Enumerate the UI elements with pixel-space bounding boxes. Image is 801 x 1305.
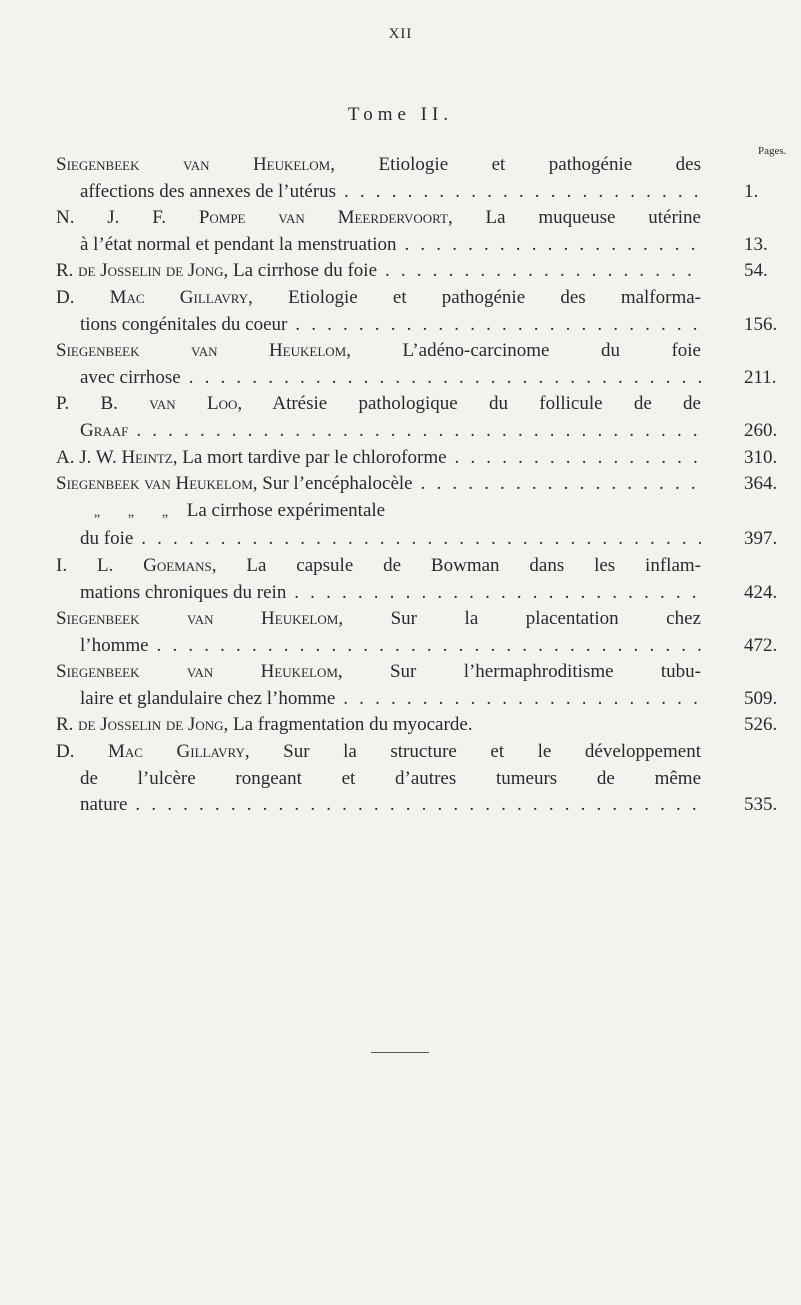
toc-entry-line xyxy=(56,205,701,232)
page-number: 310. xyxy=(744,446,778,468)
page-number: 364. xyxy=(744,473,778,495)
toc-entry xyxy=(56,205,801,258)
toc-entry-line: affections des annexes de l’utérus . . . xyxy=(56,179,701,206)
author-name: A. J. W. Heintz xyxy=(56,446,173,468)
title-text: , La capsule de Bowman dans les inflam- xyxy=(211,554,701,576)
title-text: , Sur la structure et le développement xyxy=(244,741,701,763)
title-text: La cirrhose expérimentale xyxy=(186,499,386,521)
ditto-mark: „ xyxy=(93,504,101,520)
toc-entry-line: Graaf . . . xyxy=(56,418,701,445)
table-of-contents xyxy=(56,152,801,819)
toc-entry xyxy=(56,471,801,498)
author-name: I. L. Goemans xyxy=(56,554,212,576)
toc-entry xyxy=(56,391,801,444)
toc-entry-line xyxy=(56,606,701,633)
toc-entry-line xyxy=(56,471,701,498)
pages-column-label: Pages. xyxy=(758,145,787,157)
page-number: 397. xyxy=(744,528,778,550)
ditto-mark: „ xyxy=(161,504,169,520)
toc-entry-line: à l’état normal et pendant la menstruation . . . xyxy=(56,232,701,259)
title-text: , L’adéno-carcinome du foie xyxy=(346,340,701,362)
page-number: 54. xyxy=(744,260,768,282)
toc-entry-line: nature . . . xyxy=(56,792,701,819)
toc-entry-line: laire et glandulaire chez l’homme . . . xyxy=(56,686,701,713)
toc-entry xyxy=(56,739,801,819)
author-name: D. Mac Gillavry xyxy=(56,741,245,763)
volume-title: Tome II. xyxy=(347,104,454,125)
page-number: 13. xyxy=(744,233,768,255)
title-text: , Etiologie et pathogénie des malforma- xyxy=(248,286,701,308)
toc-entry xyxy=(56,606,801,659)
title-text: , La fragmentation du myocarde. xyxy=(223,714,473,736)
author-name: D. Mac Gillavry xyxy=(56,286,249,308)
toc-entry-line xyxy=(56,553,701,580)
toc-entry-line: l’homme . . . xyxy=(56,633,701,660)
page-number: 472. xyxy=(744,634,778,656)
author-name: P. B. van Loo xyxy=(56,393,238,415)
page-number: 424. xyxy=(744,581,778,603)
toc-entry-line xyxy=(56,152,701,179)
toc-entry-line: avec cirrhose . . . xyxy=(56,365,701,392)
toc-entry-line xyxy=(56,445,701,472)
page-number: 526. xyxy=(744,714,778,736)
page-number: 260. xyxy=(744,419,778,441)
page-number: 156. xyxy=(744,313,778,335)
title-text: , Atrésie pathologique du follicule de de xyxy=(237,393,701,415)
toc-entry-line xyxy=(56,712,701,739)
toc-entry xyxy=(56,338,801,391)
author-name: Siegenbeek van Heukelom xyxy=(56,340,347,362)
author-name: Siegenbeek van Heukelom xyxy=(56,154,331,175)
author-name: N. J. F. Pompe van Meerdervoort xyxy=(56,207,448,229)
toc-entry-line: mations chroniques du rein . . . xyxy=(56,580,701,607)
title-text: , Sur la placentation chez xyxy=(338,608,701,630)
toc-entry-line xyxy=(56,338,701,365)
toc-entry xyxy=(56,498,801,553)
page-number: 535. xyxy=(744,794,778,816)
toc-entry-line xyxy=(56,739,701,766)
ditto-mark: „ xyxy=(127,504,135,520)
title-text: , Etiologie et pathogénie des xyxy=(330,154,701,175)
toc-entry-line xyxy=(56,258,701,285)
folio-number: XII xyxy=(388,26,413,42)
title-text: , La cirrhose du foie xyxy=(223,260,378,282)
author-name: R. de Josselin de Jong xyxy=(56,714,224,736)
toc-entry-line xyxy=(56,285,701,312)
toc-entry xyxy=(56,712,801,739)
title-text: , La muqueuse utérine xyxy=(448,207,701,229)
page-number: 1. xyxy=(744,180,759,202)
toc-entry-line xyxy=(56,498,701,527)
toc-entry xyxy=(56,285,801,338)
toc-entry-line: tions congénitales du coeur . . . xyxy=(56,312,701,339)
title-text: , Sur l’encéphalocèle xyxy=(252,473,413,495)
title-text: , La mort tardive par le chloroforme xyxy=(172,446,447,468)
toc-entry-line: de l’ulcère rongeant et d’autres tumeurs de même xyxy=(80,767,701,789)
toc-entry xyxy=(56,659,801,712)
toc-entry-line: du foie . . . xyxy=(56,526,701,553)
title-text: , Sur l’hermaphroditisme tubu- xyxy=(337,661,701,683)
page-number: 509. xyxy=(744,687,778,709)
toc-entry-line xyxy=(56,659,701,686)
end-rule xyxy=(371,1052,429,1053)
author-name: Siegenbeek van Heukelom xyxy=(56,608,339,630)
toc-entry xyxy=(56,152,801,205)
toc-entry xyxy=(56,445,801,472)
author-name: R. de Josselin de Jong xyxy=(56,260,224,282)
toc-entry-line xyxy=(56,391,701,418)
author-name: Siegenbeek van Heukelom xyxy=(56,661,338,683)
author-name: Siegenbeek van Heukelom xyxy=(56,473,253,495)
page-number: 211. xyxy=(744,366,777,388)
toc-entry xyxy=(56,553,801,606)
toc-entry xyxy=(56,258,801,285)
